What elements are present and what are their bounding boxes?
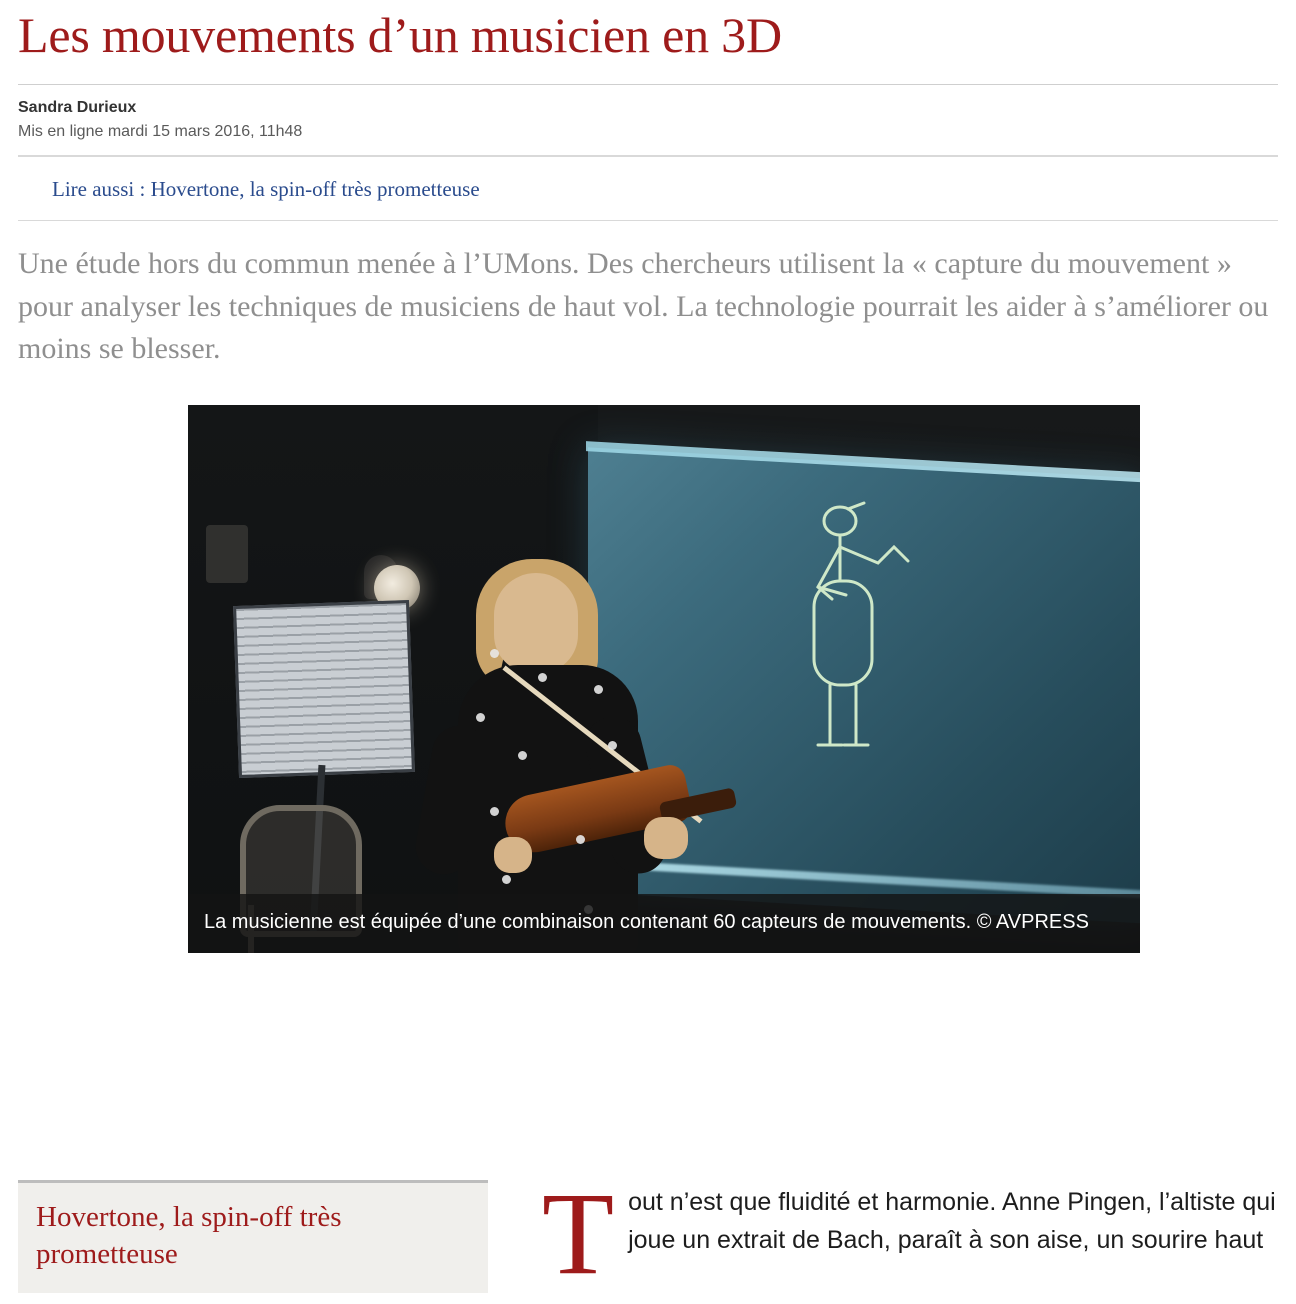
- article-published-date: Mis en ligne mardi 15 mars 2016, 11h48: [18, 123, 303, 140]
- related-article-box[interactable]: [18, 1180, 488, 1293]
- motion-marker: [502, 875, 511, 884]
- stage-lamp: [206, 525, 248, 583]
- motion-marker: [576, 835, 585, 844]
- body-dropcap: T: [542, 1168, 615, 1299]
- read-also-line: [52, 177, 1278, 202]
- related-article-title[interactable]: Hovertone, la spin-off très prometteuse: [36, 1201, 342, 1271]
- divider-top: [18, 84, 1278, 85]
- article-photo: [188, 405, 1140, 953]
- musician-right-hand: [644, 817, 688, 859]
- motion-marker: [518, 751, 527, 760]
- motion-marker: [538, 673, 547, 682]
- article-body-text: out n’est que fluidité et harmonie. Anne Pingen, l’altiste qui joue un extrait de Bach, paraît à son aise, un sourire haut: [628, 1188, 1276, 1254]
- music-stand: [233, 600, 415, 778]
- musician-left-hand: [494, 837, 532, 873]
- article-figure: [188, 405, 1140, 953]
- article-body-column: [542, 1168, 1278, 1299]
- motion-marker: [490, 807, 499, 816]
- page-title: Les mouvements d’un musicien en 3D: [18, 7, 782, 63]
- divider-read-also: [18, 220, 1278, 221]
- divider-byline: [18, 155, 1278, 157]
- motion-marker: [476, 713, 485, 722]
- motion-marker: [594, 685, 603, 694]
- figure-caption: La musicienne est équipée d’une combinaison contenant 60 capteurs de mouvements. © AVPRESS: [188, 894, 1140, 952]
- musician: [398, 545, 778, 953]
- article-page: [0, 8, 1296, 1304]
- motion-marker: [608, 741, 617, 750]
- article-author: Sandra Durieux: [18, 99, 137, 116]
- musician-head: [494, 573, 578, 673]
- article-lower-section: [18, 1168, 1278, 1299]
- read-also-label: Lire aussi :: [52, 177, 151, 201]
- motion-marker: [490, 649, 499, 658]
- article-standfirst: Une étude hors du commun menée à l’UMons. Des chercheurs utilisent la « capture du mouvement » pour analyser les techniques de musiciens de haut vol. La technologie pourrait les aider à s’améliorer ou moins se blesser.: [18, 247, 1269, 366]
- stick-figure-projection: [798, 495, 978, 825]
- read-also-link[interactable]: Hovertone, la spin-off très prometteuse: [150, 177, 480, 201]
